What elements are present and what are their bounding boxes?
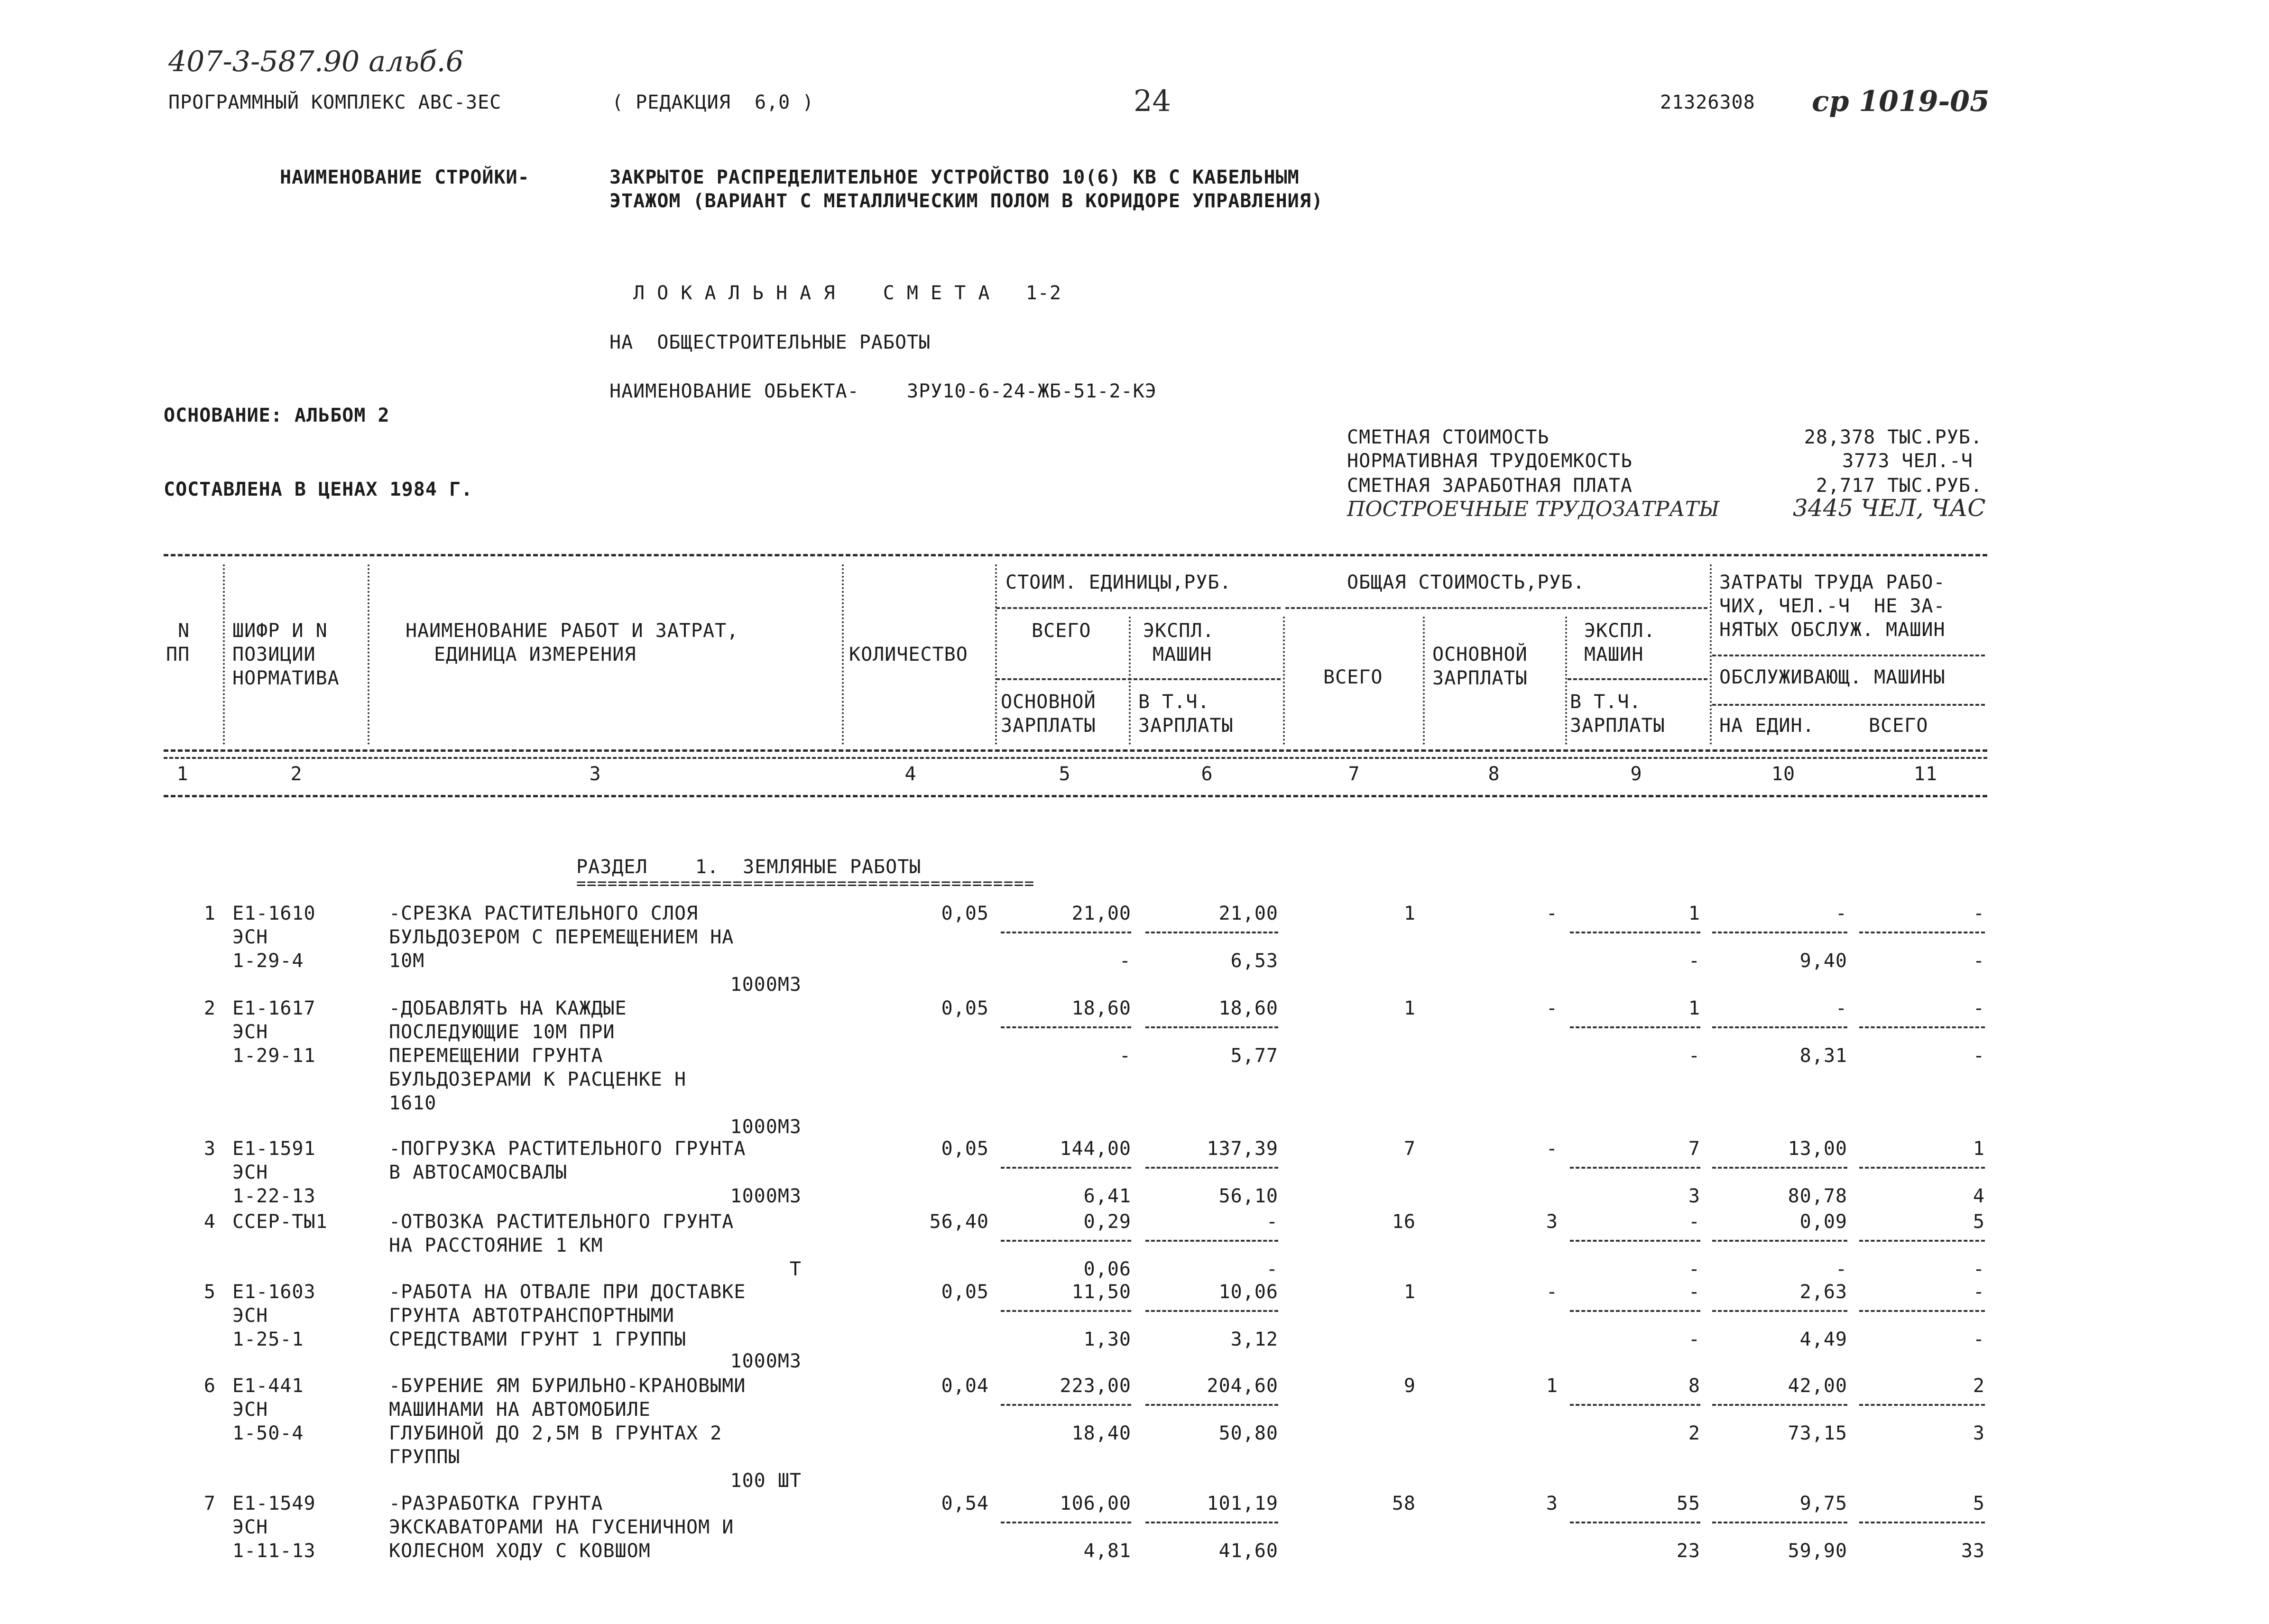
labor-per-unit: 0,09: [1799, 1211, 1847, 1233]
unit-cost-total: 21,00: [1071, 903, 1131, 924]
header-total-cost: ОБЩАЯ СТОИМОСТЬ,РУБ.: [1347, 572, 1585, 593]
unit-basic-wages: 18,40: [1071, 1422, 1131, 1444]
value-separator: [1001, 1026, 1131, 1028]
header-total-machines: МАШИН: [1584, 644, 1644, 665]
work-name: ГРУНТА АВТОТРАНСПОРТНЫМИ: [389, 1305, 674, 1327]
header-unit-basic: ЗАРПЛАТЫ: [1001, 715, 1096, 737]
header-subrule: [1568, 678, 1707, 680]
labor-serving-per-unit: -: [1835, 1258, 1847, 1280]
column-number: 6: [1201, 763, 1213, 785]
unit-of-measure: 100 ШТ: [730, 1470, 802, 1492]
total-machine-wages: 2: [1688, 1422, 1700, 1444]
unit-of-measure: 1000М3: [730, 1185, 802, 1207]
labor-serving-total: 4: [1973, 1185, 1985, 1207]
unit-machine-wages: 3,12: [1230, 1329, 1278, 1350]
work-name: -ОТВОЗКА РАСТИТЕЛЬНОГО ГРУНТА: [389, 1211, 734, 1233]
value-separator: [1145, 1404, 1278, 1406]
unit-cost-machines: -: [1266, 1211, 1278, 1233]
unit-machine-wages: 5,77: [1230, 1045, 1278, 1067]
value-separator: [1001, 1240, 1131, 1242]
column-number: 3: [589, 763, 601, 785]
unit-machine-wages: 50,80: [1218, 1422, 1278, 1444]
total-machine-wages: 3: [1688, 1185, 1700, 1207]
work-name: НА РАССТОЯНИЕ 1 КМ: [389, 1235, 603, 1256]
value-separator: [1145, 1310, 1278, 1312]
header-labor: ЗАТРАТЫ ТРУДА РАБО-: [1719, 572, 1946, 593]
work-name: БУЛЬДОЗЕРАМИ К РАСЦЕНКЕ Н: [389, 1069, 687, 1090]
work-name: ПЕРЕМЕЩЕНИИ ГРУНТА: [389, 1045, 603, 1067]
column-number: 2: [290, 763, 303, 785]
value-separator: [1570, 1522, 1700, 1523]
value-separator: [1570, 1404, 1700, 1406]
norm-code: ЭСН: [232, 1516, 268, 1538]
unit-of-measure: 1000М3: [730, 974, 802, 996]
row-number: 3: [203, 1138, 216, 1160]
quantity: 0,05: [941, 1138, 989, 1160]
quantity: 0,04: [941, 1375, 989, 1397]
unit-of-measure: Т: [789, 1258, 802, 1280]
labor-serving-per-unit: 4,49: [1799, 1329, 1847, 1350]
construction-name-line2: ЭТАЖОМ (ВАРИАНТ С МЕТАЛЛИЧЕСКИМ ПОЛОМ В КОРИДОРЕ УПРАВЛЕНИЯ): [609, 190, 1323, 212]
labor-serving-per-unit: 80,78: [1788, 1185, 1847, 1207]
document-number: 21326308: [1660, 92, 1755, 113]
header-unit-incl: ЗАРПЛАТЫ: [1138, 715, 1234, 737]
header-subrule: [1712, 704, 1985, 706]
summary-value: 28,378 ТЫС.РУБ.: [1804, 426, 1983, 448]
column-divider: [1710, 564, 1712, 745]
header-col1: ПП: [166, 644, 190, 665]
construction-label: НАИМЕНОВАНИЕ СТРОЙКИ-: [280, 166, 530, 188]
total-machine-wages: 23: [1676, 1540, 1700, 1562]
labor-total: 2: [1973, 1375, 1985, 1397]
value-separator: [1145, 1026, 1278, 1028]
value-separator: [1712, 1404, 1847, 1406]
header-subrule: [996, 607, 1281, 609]
column-number: 1: [176, 763, 189, 785]
work-name: 1610: [389, 1092, 437, 1114]
column-divider: [842, 564, 844, 745]
column-divider: [1283, 617, 1285, 745]
norm-code: Е1-441: [232, 1375, 304, 1397]
unit-cost-total: 223,00: [1060, 1375, 1131, 1397]
header-col2: ШИФР И N: [232, 620, 328, 642]
total-cost: 16: [1392, 1211, 1416, 1233]
page-number: 24: [1134, 83, 1171, 118]
summary-value: 2,717 ТЫС.РУБ.: [1816, 475, 1983, 497]
value-separator: [1001, 1310, 1131, 1312]
header-unit-all: ВСЕГО: [1032, 620, 1091, 642]
construction-name-line1: ЗАКРЫТОЕ РАСПРЕДЕЛИТЕЛЬНОЕ УСТРОЙСТВО 10(6) КВ С КАБЕЛЬНЫМ: [609, 166, 1300, 188]
labor-total: -: [1973, 997, 1985, 1019]
numbers-bottom-rule: [164, 795, 1987, 797]
total-machines: 7: [1688, 1138, 1700, 1160]
column-divider: [995, 564, 997, 745]
work-name: ГЛУБИНОЙ ДО 2,5М В ГРУНТАХ 2: [389, 1422, 722, 1444]
header-unit-cost: СТОИМ. ЕДИНИЦЫ,РУБ.: [1005, 572, 1232, 593]
labor-serving-per-unit: 73,15: [1788, 1422, 1847, 1444]
album-reference: 407-3-587.90 альб.6: [168, 45, 464, 78]
summary-label: СМЕТНАЯ СТОИМОСТЬ: [1347, 426, 1550, 448]
header-total-incl: В Т.Ч.: [1570, 691, 1642, 713]
labor-total: -: [1973, 1281, 1985, 1303]
header-subrule: [996, 678, 1281, 680]
program-name: ПРОГРАММНЫЙ КОМПЛЕКС АВС-3ЕС: [168, 92, 502, 113]
work-name: В АВТОСАМОСВАЛЫ: [389, 1162, 568, 1183]
value-separator: [1712, 932, 1847, 933]
labor-per-unit: 42,00: [1788, 1375, 1847, 1397]
labor-serving-per-unit: 8,31: [1799, 1045, 1847, 1067]
labor-serving-total: 33: [1961, 1540, 1985, 1562]
total-machines: 1: [1688, 997, 1700, 1019]
labor-total: 5: [1973, 1493, 1985, 1514]
estimate-title: Л О К А Л Ь Н А Я С М Е Т А 1-2: [633, 282, 1061, 304]
labor-per-unit: -: [1835, 997, 1847, 1019]
norm-code: Е1-1549: [232, 1493, 316, 1514]
value-separator: [1001, 932, 1131, 933]
labor-serving-total: -: [1973, 1329, 1985, 1350]
unit-basic-wages: 1,30: [1083, 1329, 1131, 1350]
header-bottom-rule: [164, 749, 1987, 752]
work-name: -ДОБАВЛЯТЬ НА КАЖДЫЕ: [389, 997, 627, 1019]
labor-serving-total: 3: [1973, 1422, 1985, 1444]
header-unit-machines: ЭКСПЛ.: [1143, 620, 1215, 642]
unit-cost-machines: 204,60: [1207, 1375, 1278, 1397]
value-separator: [1859, 1167, 1985, 1169]
header-labor: НЯТЫХ ОБСЛУЖ. МАШИН: [1719, 619, 1946, 641]
labor-serving-total: -: [1973, 1045, 1985, 1067]
unit-basic-wages: -: [1119, 1045, 1131, 1067]
total-machines: -: [1688, 1281, 1700, 1303]
value-separator: [1859, 1026, 1985, 1028]
norm-code: ЭСН: [232, 1162, 268, 1183]
value-separator: [1145, 1240, 1278, 1242]
labor-serving-total: -: [1973, 950, 1985, 972]
unit-basic-wages: 4,81: [1083, 1540, 1131, 1562]
unit-basic-wages: 6,41: [1083, 1185, 1131, 1207]
value-separator: [1570, 932, 1700, 933]
norm-code: Е1-1591: [232, 1138, 316, 1160]
column-divider: [1565, 617, 1567, 745]
norm-code: 1-11-13: [232, 1540, 316, 1562]
header-col3: ЕДИНИЦА ИЗМЕРЕНИЯ: [434, 644, 636, 665]
value-separator: [1570, 1167, 1700, 1169]
column-number: 9: [1630, 763, 1642, 785]
total-cost: 1: [1403, 997, 1416, 1019]
value-separator: [1859, 1310, 1985, 1312]
work-name: -РАБОТА НА ОТВАЛЕ ПРИ ДОСТАВКЕ: [389, 1281, 746, 1303]
total-machine-wages: -: [1688, 950, 1700, 972]
value-separator: [1859, 932, 1985, 933]
work-name: ПОСЛЕДУЮЩИЕ 10М ПРИ: [389, 1021, 615, 1043]
handwritten-labor-label: ПОСТРОЕЧНЫЕ ТРУДОЗАТРАТЫ: [1347, 497, 1720, 521]
unit-cost-machines: 137,39: [1207, 1138, 1278, 1160]
header-bottom-rule: [164, 757, 1987, 759]
value-separator: [1859, 1404, 1985, 1406]
unit-cost-total: 0,29: [1083, 1211, 1131, 1233]
norm-code: ССЕР-ТЫ1: [232, 1211, 328, 1233]
header-col2: ПОЗИЦИИ: [232, 644, 316, 665]
estimate-subtitle: НА ОБЩЕСТРОИТЕЛЬНЫЕ РАБОТЫ: [609, 332, 931, 353]
work-name: БУЛЬДОЗЕРОМ С ПЕРЕМЕЩЕНИЕМ НА: [389, 926, 734, 948]
column-number: 11: [1913, 763, 1938, 785]
work-name: 10М: [389, 950, 425, 972]
column-number: 10: [1771, 763, 1796, 785]
total-basic-wages: 3: [1546, 1211, 1558, 1233]
norm-code: ЭСН: [232, 1305, 268, 1327]
norm-code: Е1-1603: [232, 1281, 316, 1303]
unit-of-measure: 1000М3: [730, 1350, 802, 1372]
labor-serving-per-unit: 59,90: [1788, 1540, 1847, 1562]
total-basic-wages: -: [1546, 1138, 1558, 1160]
quantity: 56,40: [929, 1211, 989, 1233]
header-unit-incl: В Т.Ч.: [1138, 691, 1210, 713]
column-number: 7: [1348, 763, 1360, 785]
work-name: -ПОГРУЗКА РАСТИТЕЛЬНОГО ГРУНТА: [389, 1138, 746, 1160]
norm-code: 1-29-11: [232, 1045, 316, 1067]
value-separator: [1001, 1404, 1131, 1406]
header-unit-basic: ОСНОВНОЙ: [1001, 691, 1096, 713]
norm-code: ЭСН: [232, 926, 268, 948]
summary-label: СМЕТНАЯ ЗАРАБОТНАЯ ПЛАТА: [1347, 475, 1633, 497]
unit-basic-wages: 0,06: [1083, 1258, 1131, 1280]
value-separator: [1145, 1522, 1278, 1523]
work-name: ЭКСКАВАТОРАМИ НА ГУСЕНИЧНОМ И: [389, 1516, 734, 1538]
value-separator: [1859, 1240, 1985, 1242]
value-separator: [1001, 1167, 1131, 1169]
work-name: МАШИНАМИ НА АВТОМОБИЛЕ: [389, 1399, 651, 1421]
header-col2: НОРМАТИВА: [232, 667, 340, 689]
column-number: 4: [904, 763, 917, 785]
labor-total: -: [1973, 903, 1985, 924]
value-separator: [1712, 1240, 1847, 1242]
header-total-machines: ЭКСПЛ.: [1584, 620, 1656, 642]
value-separator: [1859, 1522, 1985, 1523]
unit-cost-machines: 18,60: [1218, 997, 1278, 1019]
unit-machine-wages: -: [1266, 1258, 1278, 1280]
column-divider: [223, 564, 225, 745]
header-top-rule: [164, 554, 1987, 556]
unit-of-measure: 1000М3: [730, 1116, 802, 1138]
total-cost: 58: [1392, 1493, 1416, 1514]
unit-cost-total: 106,00: [1060, 1493, 1131, 1514]
labor-total: 5: [1973, 1211, 1985, 1233]
handwritten-labor-value: 3445 ЧЕЛ, ЧАС: [1793, 494, 1986, 522]
row-number: 2: [203, 997, 216, 1019]
value-separator: [1145, 932, 1278, 933]
total-machines: 55: [1676, 1493, 1700, 1514]
total-cost: 1: [1403, 903, 1416, 924]
labor-per-unit: -: [1835, 903, 1847, 924]
total-machines: 1: [1688, 903, 1700, 924]
unit-machine-wages: 6,53: [1230, 950, 1278, 972]
work-name: -РАЗРАБОТКА ГРУНТА: [389, 1493, 603, 1514]
row-number: 5: [203, 1281, 216, 1303]
total-machines: 8: [1688, 1375, 1700, 1397]
total-basic-wages: -: [1546, 997, 1558, 1019]
object-name: НАИМЕНОВАНИЕ ОБЬЕКТА- ЗРУ10-6-24-ЖБ-51-2-КЭ: [609, 380, 1157, 402]
header-col3: НАИМЕНОВАНИЕ РАБОТ И ЗАТРАТ,: [406, 620, 739, 642]
work-name: -СРЕЗКА РАСТИТЕЛЬНОГО СЛОЯ: [389, 903, 699, 924]
value-separator: [1570, 1240, 1700, 1242]
labor-per-unit: 9,75: [1799, 1493, 1847, 1514]
unit-cost-machines: 21,00: [1218, 903, 1278, 924]
row-number: 7: [203, 1493, 216, 1514]
column-divider: [1423, 617, 1425, 745]
total-basic-wages: -: [1546, 1281, 1558, 1303]
header-unit-machines: МАШИН: [1153, 644, 1212, 665]
unit-cost-total: 144,00: [1060, 1138, 1131, 1160]
value-separator: [1001, 1522, 1131, 1523]
value-separator: [1712, 1167, 1847, 1169]
header-total-all: ВСЕГО: [1323, 666, 1383, 688]
value-separator: [1570, 1026, 1700, 1028]
norm-code: Е1-1617: [232, 997, 316, 1019]
total-cost: 9: [1403, 1375, 1416, 1397]
value-separator: [1712, 1026, 1847, 1028]
unit-cost-total: 18,60: [1071, 997, 1131, 1019]
quantity: 0,05: [941, 1281, 989, 1303]
value-separator: [1712, 1522, 1847, 1523]
norm-code: 1-50-4: [232, 1422, 304, 1444]
header-labor: ЧИХ, ЧЕЛ.-Ч НЕ ЗА-: [1719, 595, 1946, 617]
total-machine-wages: -: [1688, 1258, 1700, 1280]
unit-machine-wages: 56,10: [1218, 1185, 1278, 1207]
total-basic-wages: 1: [1546, 1375, 1558, 1397]
row-number: 4: [203, 1211, 216, 1233]
handwritten-code: ср 1019-05: [1812, 85, 1990, 118]
total-machine-wages: -: [1688, 1329, 1700, 1350]
unit-cost-total: 11,50: [1071, 1281, 1131, 1303]
quantity: 0,05: [941, 997, 989, 1019]
unit-cost-machines: 101,19: [1207, 1493, 1278, 1514]
norm-code: ЭСН: [232, 1021, 268, 1043]
header-labor-total: ВСЕГО: [1869, 715, 1928, 737]
value-separator: [1145, 1167, 1278, 1169]
header-col4: КОЛИЧЕСТВО: [849, 644, 968, 665]
summary-label: НОРМАТИВНАЯ ТРУДОЕМКОСТЬ: [1347, 450, 1633, 472]
column-divider: [368, 564, 369, 745]
labor-total: 1: [1973, 1138, 1985, 1160]
section-underline: ============================================: [576, 874, 1035, 893]
norm-code: 1-25-1: [232, 1329, 304, 1350]
value-separator: [1712, 1310, 1847, 1312]
unit-basic-wages: -: [1119, 950, 1131, 972]
unit-machine-wages: 41,60: [1218, 1540, 1278, 1562]
total-cost: 1: [1403, 1281, 1416, 1303]
basis: ОСНОВАНИЕ: АЛЬБОМ 2: [164, 405, 390, 426]
quantity: 0,54: [941, 1493, 989, 1514]
summary-value: 3773 ЧЕЛ.-Ч: [1842, 450, 1973, 472]
header-subrule: [1285, 607, 1707, 609]
work-name: -БУРЕНИЕ ЯМ БУРИЛЬНО-КРАНОВЫМИ: [389, 1375, 746, 1397]
norm-code: Е1-1610: [232, 903, 316, 924]
column-number: 8: [1488, 763, 1500, 785]
total-machine-wages: -: [1688, 1045, 1700, 1067]
work-name: СРЕДСТВАМИ ГРУНТ 1 ГРУППЫ: [389, 1329, 687, 1350]
labor-per-unit: 2,63: [1799, 1281, 1847, 1303]
labor-per-unit: 13,00: [1788, 1138, 1847, 1160]
total-basic-wages: -: [1546, 903, 1558, 924]
labor-serving-total: -: [1973, 1258, 1985, 1280]
work-name: ГРУППЫ: [389, 1446, 461, 1468]
header-serving: ОБСЛУЖИВАЮЩ. МАШИНЫ: [1719, 666, 1946, 688]
header-total-basic: ЗАРПЛАТЫ: [1432, 667, 1528, 689]
program-edition: ( РЕДАКЦИЯ 6,0 ): [612, 92, 814, 113]
row-number: 1: [203, 903, 216, 924]
norm-code: ЭСН: [232, 1399, 268, 1421]
total-basic-wages: 3: [1546, 1493, 1558, 1514]
header-total-basic: ОСНОВНОЙ: [1432, 644, 1528, 665]
total-cost: 7: [1403, 1138, 1416, 1160]
section-title: РАЗДЕЛ 1. ЗЕМЛЯНЫЕ РАБОТЫ: [576, 856, 922, 878]
row-number: 6: [203, 1375, 216, 1397]
labor-serving-per-unit: 9,40: [1799, 950, 1847, 972]
unit-cost-machines: 10,06: [1218, 1281, 1278, 1303]
total-machines: -: [1688, 1211, 1700, 1233]
column-divider: [1129, 617, 1131, 745]
quantity: 0,05: [941, 903, 989, 924]
norm-code: 1-22-13: [232, 1185, 316, 1207]
header-col1: N: [178, 620, 190, 642]
header-total-incl: ЗАРПЛАТЫ: [1570, 715, 1665, 737]
work-name: КОЛЕСНОМ ХОДУ С КОВШОМ: [389, 1540, 651, 1562]
header-per-unit: НА ЕДИН.: [1719, 715, 1815, 737]
column-number: 5: [1059, 763, 1071, 785]
norm-code: 1-29-4: [232, 950, 304, 972]
value-separator: [1570, 1310, 1700, 1312]
price-level: СОСТАВЛЕНА В ЦЕНАХ 1984 Г.: [164, 479, 473, 500]
header-subrule: [1712, 655, 1985, 656]
